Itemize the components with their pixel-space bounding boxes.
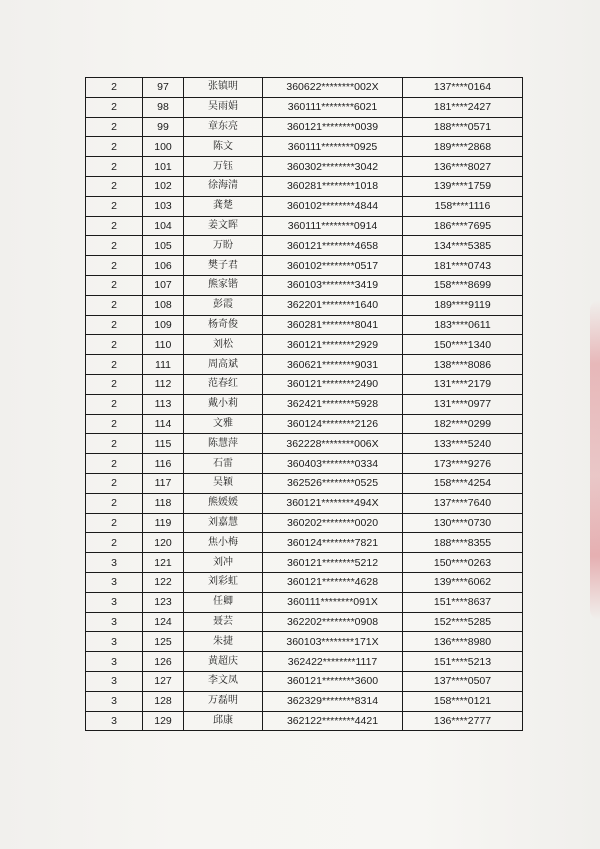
- name-cell: 范春红: [184, 374, 263, 394]
- table-row: [86, 196, 523, 216]
- number-cell: 114: [143, 414, 184, 434]
- number-cell: 101: [143, 157, 184, 177]
- phone-cell: 158****8699: [403, 275, 523, 295]
- phone-cell: 189****2868: [403, 137, 523, 157]
- id-number-cell: 360124********7821: [263, 533, 403, 553]
- phone-cell: 136****8027: [403, 157, 523, 177]
- number-cell: 119: [143, 513, 184, 533]
- table-row: [86, 592, 523, 612]
- group-cell: 3: [86, 572, 143, 592]
- phone-cell: 188****8355: [403, 533, 523, 553]
- number-cell: 102: [143, 176, 184, 196]
- phone-cell: 136****8980: [403, 632, 523, 652]
- group-cell: 3: [86, 592, 143, 612]
- id-number-cell: 360121********5212: [263, 553, 403, 573]
- table-row: [86, 315, 523, 335]
- table-row: [86, 671, 523, 691]
- phone-cell: 138****8086: [403, 355, 523, 375]
- name-cell: 彭霞: [184, 295, 263, 315]
- number-cell: 112: [143, 374, 184, 394]
- number-cell: 117: [143, 473, 184, 493]
- group-cell: 2: [86, 216, 143, 236]
- name-cell: 朱捷: [184, 632, 263, 652]
- number-cell: 122: [143, 572, 184, 592]
- number-cell: 120: [143, 533, 184, 553]
- group-cell: 2: [86, 275, 143, 295]
- table-row: [86, 256, 523, 276]
- group-cell: 3: [86, 632, 143, 652]
- number-cell: 106: [143, 256, 184, 276]
- group-cell: 2: [86, 295, 143, 315]
- number-cell: 125: [143, 632, 184, 652]
- table-row: [86, 454, 523, 474]
- group-cell: 2: [86, 434, 143, 454]
- table-row: [86, 513, 523, 533]
- table-row: [86, 414, 523, 434]
- name-cell: 姜文晖: [184, 216, 263, 236]
- roster-table: [85, 77, 523, 731]
- group-cell: 2: [86, 454, 143, 474]
- id-number-cell: 362422********1117: [263, 652, 403, 672]
- name-cell: 万盼: [184, 236, 263, 256]
- roster-table-body: [86, 78, 523, 731]
- id-number-cell: 360121********2490: [263, 374, 403, 394]
- name-cell: 任卿: [184, 592, 263, 612]
- group-cell: 2: [86, 335, 143, 355]
- phone-cell: 189****9119: [403, 295, 523, 315]
- phone-cell: 137****7640: [403, 493, 523, 513]
- id-number-cell: 360103********3419: [263, 275, 403, 295]
- number-cell: 121: [143, 553, 184, 573]
- id-number-cell: 360121********3600: [263, 671, 403, 691]
- id-number-cell: 362201********1640: [263, 295, 403, 315]
- number-cell: 105: [143, 236, 184, 256]
- table-row: [86, 335, 523, 355]
- id-number-cell: 362421********5928: [263, 394, 403, 414]
- id-number-cell: 362329********8314: [263, 691, 403, 711]
- name-cell: 刘彩虹: [184, 572, 263, 592]
- phone-cell: 137****0507: [403, 671, 523, 691]
- id-number-cell: 362122********4421: [263, 711, 403, 731]
- phone-cell: 188****0571: [403, 117, 523, 137]
- name-cell: 刘冲: [184, 553, 263, 573]
- table-row: [86, 275, 523, 295]
- table-row: [86, 711, 523, 731]
- group-cell: 2: [86, 137, 143, 157]
- group-cell: 3: [86, 691, 143, 711]
- phone-cell: 182****0299: [403, 414, 523, 434]
- group-cell: 2: [86, 394, 143, 414]
- number-cell: 123: [143, 592, 184, 612]
- id-number-cell: 360621********9031: [263, 355, 403, 375]
- group-cell: 3: [86, 553, 143, 573]
- number-cell: 98: [143, 97, 184, 117]
- group-cell: 2: [86, 493, 143, 513]
- name-cell: 周高斌: [184, 355, 263, 375]
- phone-cell: 137****0164: [403, 78, 523, 98]
- name-cell: 吴雨娟: [184, 97, 263, 117]
- phone-cell: 131****0977: [403, 394, 523, 414]
- name-cell: 熊家锴: [184, 275, 263, 295]
- name-cell: 吴颖: [184, 473, 263, 493]
- phone-cell: 152****5285: [403, 612, 523, 632]
- name-cell: 张镇明: [184, 78, 263, 98]
- id-number-cell: 360281********8041: [263, 315, 403, 335]
- name-cell: 李文凤: [184, 671, 263, 691]
- phone-cell: 181****2427: [403, 97, 523, 117]
- number-cell: 128: [143, 691, 184, 711]
- id-number-cell: 360403********0334: [263, 454, 403, 474]
- number-cell: 109: [143, 315, 184, 335]
- id-number-cell: 360281********1018: [263, 176, 403, 196]
- name-cell: 陈文: [184, 137, 263, 157]
- table-row: [86, 137, 523, 157]
- name-cell: 聂芸: [184, 612, 263, 632]
- number-cell: 103: [143, 196, 184, 216]
- table-row: [86, 473, 523, 493]
- phone-cell: 173****9276: [403, 454, 523, 474]
- group-cell: 2: [86, 78, 143, 98]
- table-row: [86, 78, 523, 98]
- id-number-cell: 360103********171X: [263, 632, 403, 652]
- number-cell: 111: [143, 355, 184, 375]
- id-number-cell: 360202********0020: [263, 513, 403, 533]
- name-cell: 龚楚: [184, 196, 263, 216]
- number-cell: 108: [143, 295, 184, 315]
- group-cell: 2: [86, 97, 143, 117]
- group-cell: 3: [86, 711, 143, 731]
- id-number-cell: 360622********002X: [263, 78, 403, 98]
- phone-cell: 131****2179: [403, 374, 523, 394]
- table-row: [86, 216, 523, 236]
- id-number-cell: 360302********3042: [263, 157, 403, 177]
- table-row: [86, 97, 523, 117]
- group-cell: 2: [86, 355, 143, 375]
- number-cell: 124: [143, 612, 184, 632]
- table-row: [86, 374, 523, 394]
- name-cell: 章东亮: [184, 117, 263, 137]
- id-number-cell: 362228********006X: [263, 434, 403, 454]
- group-cell: 2: [86, 473, 143, 493]
- group-cell: 2: [86, 196, 143, 216]
- group-cell: 2: [86, 315, 143, 335]
- phone-cell: 139****1759: [403, 176, 523, 196]
- name-cell: 万磊明: [184, 691, 263, 711]
- name-cell: 石雷: [184, 454, 263, 474]
- name-cell: 杨奇俊: [184, 315, 263, 335]
- number-cell: 104: [143, 216, 184, 236]
- id-number-cell: 360121********0039: [263, 117, 403, 137]
- number-cell: 115: [143, 434, 184, 454]
- table-row: [86, 176, 523, 196]
- group-cell: 2: [86, 533, 143, 553]
- id-number-cell: 362202********0908: [263, 612, 403, 632]
- group-cell: 3: [86, 671, 143, 691]
- id-number-cell: 360121********4628: [263, 572, 403, 592]
- phone-cell: 151****5213: [403, 652, 523, 672]
- table-row: [86, 493, 523, 513]
- id-number-cell: 360102********4844: [263, 196, 403, 216]
- group-cell: 2: [86, 513, 143, 533]
- table-row: [86, 236, 523, 256]
- id-number-cell: 360121********2929: [263, 335, 403, 355]
- table-row: [86, 691, 523, 711]
- name-cell: 刘松: [184, 335, 263, 355]
- number-cell: 113: [143, 394, 184, 414]
- table-row: [86, 295, 523, 315]
- red-seal-edge: [590, 300, 600, 620]
- name-cell: 熊媛媛: [184, 493, 263, 513]
- id-number-cell: 360111********6021: [263, 97, 403, 117]
- table-row: [86, 612, 523, 632]
- group-cell: 2: [86, 236, 143, 256]
- table-row: [86, 434, 523, 454]
- name-cell: 刘嘉慧: [184, 513, 263, 533]
- phone-cell: 181****0743: [403, 256, 523, 276]
- table-row: [86, 533, 523, 553]
- phone-cell: 130****0730: [403, 513, 523, 533]
- id-number-cell: 362526********0525: [263, 473, 403, 493]
- name-cell: 万钰: [184, 157, 263, 177]
- group-cell: 2: [86, 414, 143, 434]
- table-row: [86, 355, 523, 375]
- name-cell: 徐海清: [184, 176, 263, 196]
- name-cell: 焦小梅: [184, 533, 263, 553]
- name-cell: 樊子君: [184, 256, 263, 276]
- group-cell: 2: [86, 256, 143, 276]
- group-cell: 3: [86, 612, 143, 632]
- id-number-cell: 360124********2126: [263, 414, 403, 434]
- phone-cell: 150****0263: [403, 553, 523, 573]
- phone-cell: 183****0611: [403, 315, 523, 335]
- id-number-cell: 360121********494X: [263, 493, 403, 513]
- number-cell: 127: [143, 671, 184, 691]
- id-number-cell: 360111********0925: [263, 137, 403, 157]
- id-number-cell: 360111********091X: [263, 592, 403, 612]
- number-cell: 107: [143, 275, 184, 295]
- id-number-cell: 360121********4658: [263, 236, 403, 256]
- table-row: [86, 157, 523, 177]
- number-cell: 97: [143, 78, 184, 98]
- phone-cell: 134****5385: [403, 236, 523, 256]
- id-number-cell: 360111********0914: [263, 216, 403, 236]
- number-cell: 126: [143, 652, 184, 672]
- group-cell: 2: [86, 117, 143, 137]
- name-cell: 文雅: [184, 414, 263, 434]
- group-cell: 3: [86, 652, 143, 672]
- number-cell: 118: [143, 493, 184, 513]
- number-cell: 129: [143, 711, 184, 731]
- group-cell: 2: [86, 176, 143, 196]
- phone-cell: 158****4254: [403, 473, 523, 493]
- number-cell: 116: [143, 454, 184, 474]
- table-row: [86, 572, 523, 592]
- phone-cell: 139****6062: [403, 572, 523, 592]
- phone-cell: 158****1116: [403, 196, 523, 216]
- phone-cell: 136****2777: [403, 711, 523, 731]
- group-cell: 2: [86, 374, 143, 394]
- phone-cell: 133****5240: [403, 434, 523, 454]
- table-row: [86, 632, 523, 652]
- table-row: [86, 553, 523, 573]
- phone-cell: 151****8637: [403, 592, 523, 612]
- number-cell: 100: [143, 137, 184, 157]
- name-cell: 戴小莉: [184, 394, 263, 414]
- number-cell: 99: [143, 117, 184, 137]
- phone-cell: 150****1340: [403, 335, 523, 355]
- name-cell: 黄超庆: [184, 652, 263, 672]
- name-cell: 陈慧萍: [184, 434, 263, 454]
- phone-cell: 158****0121: [403, 691, 523, 711]
- number-cell: 110: [143, 335, 184, 355]
- table-row: [86, 652, 523, 672]
- table-row: [86, 117, 523, 137]
- phone-cell: 186****7695: [403, 216, 523, 236]
- group-cell: 2: [86, 157, 143, 177]
- id-number-cell: 360102********0517: [263, 256, 403, 276]
- table-row: [86, 394, 523, 414]
- name-cell: 邱康: [184, 711, 263, 731]
